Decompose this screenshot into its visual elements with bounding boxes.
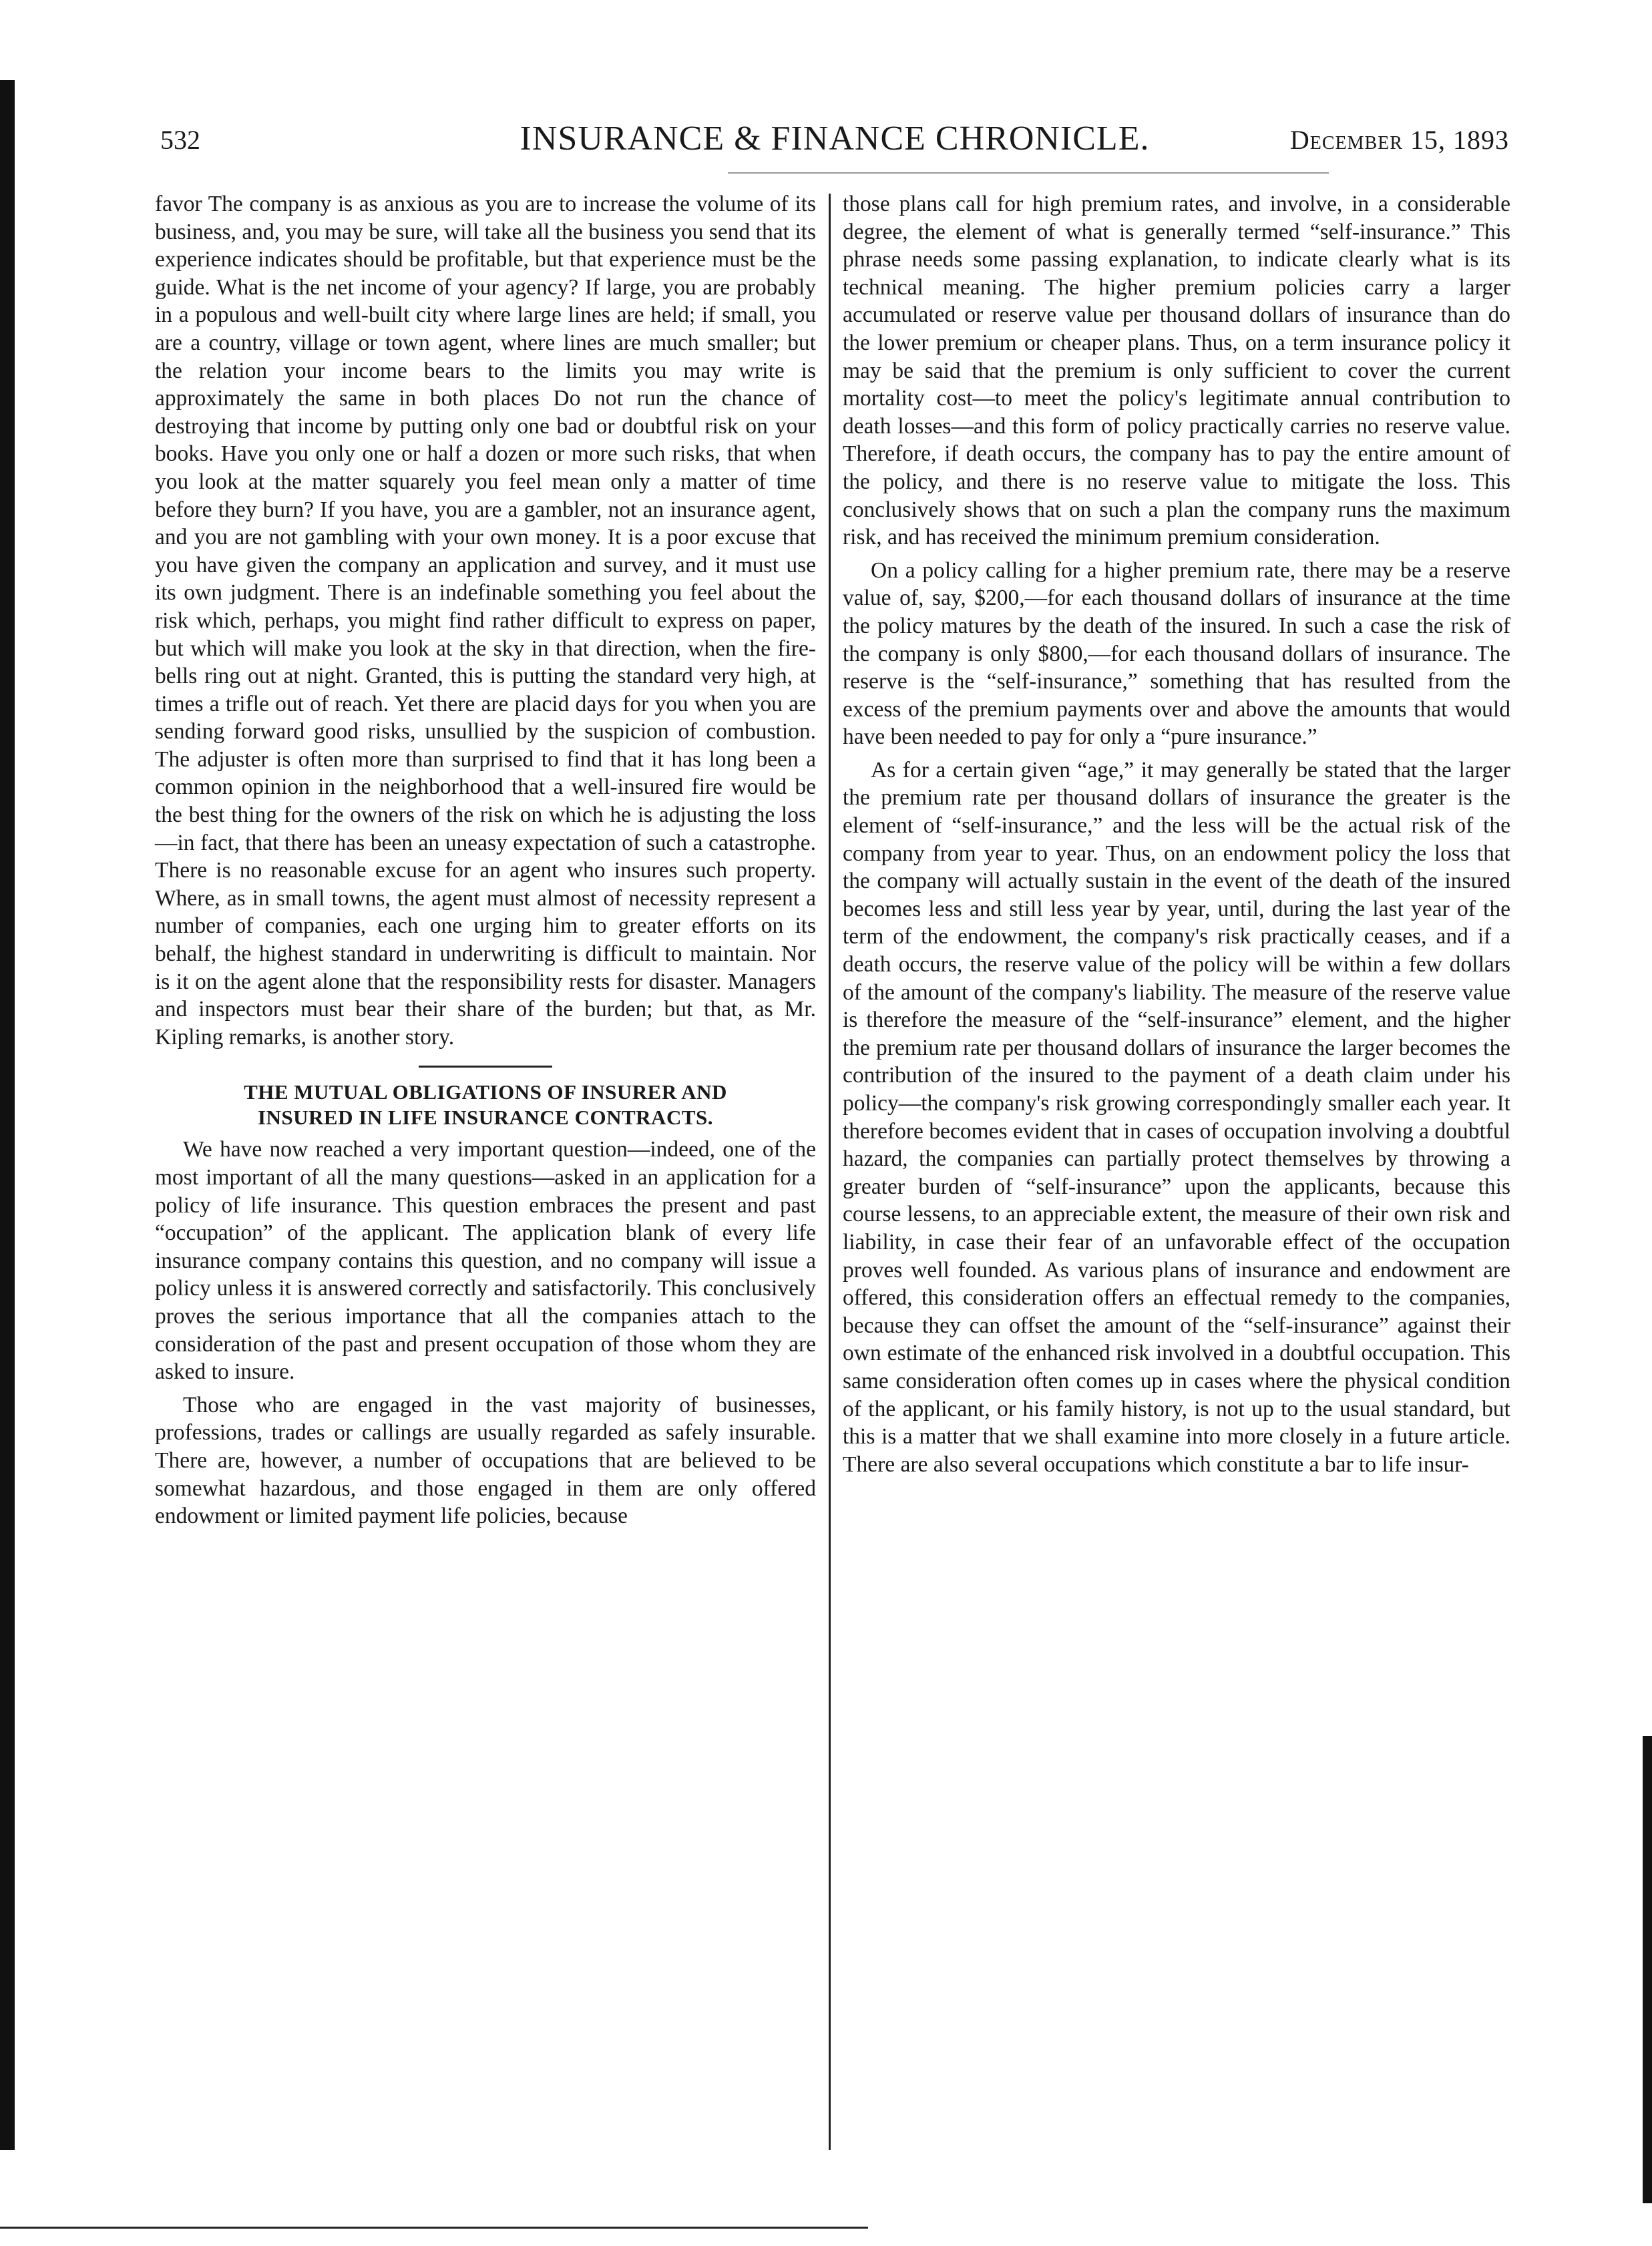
bottom-rule xyxy=(0,2227,868,2229)
issue-date: December 15, 1893 xyxy=(1289,125,1509,155)
left-paragraph-3: Those who are engaged in the vast majority of businesses, professions, trades or callings are usually regarded as safely insurable. There are, however, a number of occupations that are believed to be somewhat hazardous, and those engaged in them are only offered endowment or limited payment life policies, because xyxy=(155,1392,816,1529)
right-paragraph-3: As for a certain given “age,” it may generally be stated that the larger the premium rate per thousand dollars of insurance the greater is the element of “self-insurance,” and the less will be the actual risk of the company from year to year. Thus, on an endowment policy the loss that the company will actually sustain in the event of the death of the insured becomes less and still less year by year, until, during the last year of the term of the endowment, the company's risk practically ceases, and if a death occurs, the reserve value of the policy will be within a few dollars of the amount of the company's liability. The measure of the reserve value is therefore the measure of the “self-insurance” element, and the higher the premium rate per thousand dollars of insurance the larger becomes the contribution of the insured to the payment of a death claim under his policy—the company's risk growing correspondingly smaller each year. It therefore becomes evident that in cases of occupation involving a doubtful hazard, the companies can partially protect themselves by throwing a greater burden of “self-insurance” upon the applicants, because this course lessens, to an appreciable extent, the measure of their own risk and liability, in case their fear of an unfavorable effect of the occupation proves well founded. As various plans of insurance and endowment are offered, this consideration offers an effectual remedy to the companies, because they can offset the amount of the “self-insurance” against their own estimate of the enhanced risk involved in a doubtful occupation. This same consideration often comes up in cases where the physical condition of the applicant, or his family history, is not up to the usual standard, but this is a matter that we shall examine into more closely in a future article. There are also several occupations which constitute a bar to life insur- xyxy=(843,757,1510,1477)
header-rule xyxy=(728,172,1329,174)
page-header xyxy=(160,119,1509,166)
left-paragraph-1: favor The company is as anxious as you are to increase the volume of its business, and, you may be sure, will take all the business you send that its experience indicates should be profitable, but that experience must be the guide. What is the net income of your agency? If large, you are probably in a populous and well-built city where large lines are held; if small, you are a country, village or town agent, where lines are much smaller; but the relation your income bears to the limits you may write is approximately the same in both places Do not run the chance of destroying that income by putting only one bad or doubtful risk on your books. Have you only one or half a dozen or more such risks, that when you look at the matter squarely you feel mean only a matter of time before they burn? If you have, you are a gambler, not an insurance agent, and you are not gambling with your own money. It is a poor excuse that you have given the company an application and survey, and it must use its own judgment. There is an indefinable something you feel about the risk which, perhaps, you might find rather difficult to express on paper, but which will make you look at the sky in that direction, when the fire-bells ring out at night. Granted, this is putting the standard very high, at times a trifle out of reach. Yet there are placid days for you when you are sending forward good risks, unsullied by the suspicion of combustion. The adjuster is often more than surprised to find that it has long been a common opinion in the neighborhood that a well-insured fire would be the best thing for the owners of the risk on which he is adjusting the loss—in fact, that there has been an uneasy expectation of such a catastrophe. There is no reasonable excuse for an agent who insures such property. Where, as in small towns, the agent must almost of necessity represent a number of companies, each one urging him to greater efforts on its behalf, the highest standard in underwriting is difficult to maintain. Nor is it on the agent alone that the responsibility rests for disaster. Managers and inspectors must bear their share of the burden; but that, as Mr. Kipling remarks, is another story. xyxy=(155,192,816,1050)
column-divider xyxy=(829,194,831,2150)
right-column xyxy=(843,190,1510,1478)
section-heading-line-2: INSURED IN LIFE INSURANCE CONTRACTS. xyxy=(257,1106,714,1130)
right-paragraph-1: those plans call for high premium rates, and involve, in a considerable degree, the element of what is generally termed “self-insurance.” This phrase needs some passing explanation, to indicate clearly what is its technical meaning. The higher premium policies carry a larger accumulated or reserve value per thousand dollars of insurance than do the lower premium or cheaper plans. Thus, on a term insurance policy it may be said that the premium is only sufficient to cover the current mortality cost—to meet the policy's legitimate annual contribution to death losses—and this form of policy practically carries no reserve value. Therefore, if death occurs, the company has to pay the entire amount of the policy, and there is no reserve value to mitigate the loss. This conclusively shows that on such a plan the company runs the maximum risk, and has received the minimum premium consideration. xyxy=(843,192,1510,550)
section-heading xyxy=(155,1080,816,1130)
section-heading-line-1: THE MUTUAL OBLIGATIONS OF INSURER AND xyxy=(244,1080,727,1104)
scan-edge-right xyxy=(1643,1736,1652,2203)
scan-edge-left xyxy=(0,80,15,2150)
section-divider xyxy=(419,1066,552,1068)
right-paragraph-2: On a policy calling for a higher premium rate, there may be a reserve value of, say, $200,—for each thousand dollars of insurance at the time the policy matures by the death of the insured. In such a case the risk of the company is only $800,—for each thousand dollars of insurance. The reserve is the “self-insurance,” something that has resulted from the excess of the premium payments over and above the amounts that would have been needed to pay for only a “pure insurance.” xyxy=(843,557,1510,750)
journal-title: INSURANCE & FINANCE CHRONICLE. xyxy=(520,120,1150,158)
page-number: 532 xyxy=(160,125,200,155)
left-paragraph-2: We have now reached a very important question—indeed, one of the most important of all the many questions—asked in an application for a policy of life insurance. This question embraces the present and past “occupation” of the applicant. The application blank of every life insurance company contains this question, and no company will issue a policy unless it is answered correctly and satisfactorily. This conclusively proves the serious importance that all the companies attach to the consideration of the past and present occupation of those whom they are asked to insure. xyxy=(155,1137,816,1385)
left-column xyxy=(155,190,816,1530)
